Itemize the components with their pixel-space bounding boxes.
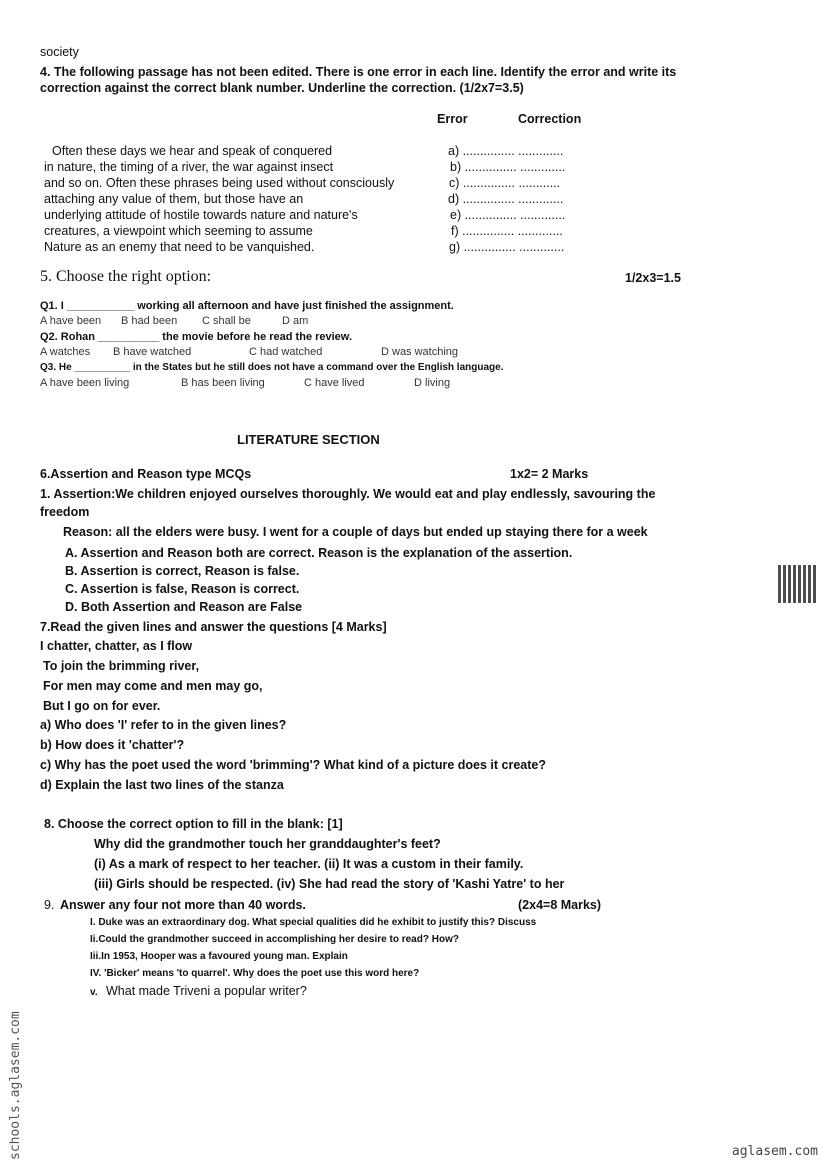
section-heading: LITERATURE SECTION [237,432,380,447]
q9-title: Answer any four not more than 40 words. [60,898,306,912]
q6-title: 6.Assertion and Reason type MCQs [40,467,252,481]
q9-number: 9. [44,898,55,912]
assertion: 1. Assertion:We children enjoyed ourselves thoroughly. We would eat and play endlessly, savouring the [40,487,656,501]
footer-watermark: aglasem.com [731,1144,818,1159]
q4-title: 4. The following passage has not been edited. There is one error in each line. Identify the error and write its [40,65,677,79]
mcq-option: C. Assertion is false, Reason is correct. [65,582,300,596]
qr-code-icon [778,565,816,603]
passage-line: and so on. Often these phrases being used without consciously [44,176,395,190]
answer-blank: d) ............... ............. [448,192,564,206]
option: B had been [121,315,178,327]
sub-question: b) How does it 'chatter'? [40,738,185,752]
q7-title: 7.Read the given lines and answer the questions [4 Marks] [40,620,387,634]
poem-line: But I go on for ever. [43,699,161,713]
side-watermark: schools.aglasem.com [8,1011,23,1160]
answer-item: IV. 'Bicker' means 'to quarrel'. Why does the poet use this word here? [90,968,420,979]
reason: Reason: all the elders were busy. I went for a couple of days but ended up staying there for a week [63,525,648,539]
passage-line: Nature as an enemy that need to be vanquished. [44,240,315,254]
option: D living [414,377,451,389]
q9-marks: (2x4=8 Marks) [518,898,602,912]
answer-item: I. Duke was an extraordinary dog. What special qualities did he exhibit to justify this? Discuss [90,917,537,928]
poem-line: I chatter, chatter, as I flow [40,639,193,653]
q4-title-2: correction against the correct blank number. Underline the correction. (1/2x7=3.5) [40,81,524,95]
assertion-cont: freedom [40,505,90,519]
option: A have been [40,315,102,327]
question-1: Q1. I ___________ working all afternoon and have just finished the assignment. [40,300,454,312]
poem-line: For men may come and men may go, [43,679,263,693]
option: B have watched [113,346,192,358]
q5-title: 5. Choose the right option: [40,268,212,285]
q6-marks: 1x2= 2 Marks [510,467,589,481]
q9-v-number: v. [90,987,98,998]
question-2: Q2. Rohan __________ the movie before he read the review. [40,331,353,343]
q9-v-text: What made Triveni a popular writer? [106,984,307,998]
q8-title: 8. Choose the correct option to fill in the blank: [1] [44,817,343,831]
answer-item: Iii.In 1953, Hooper was a favoured young man. Explain [90,951,348,962]
answer-blank: a) ............... ............. [448,144,564,158]
option: B has been living [181,377,265,389]
q8-options-2: (iii) Girls should be respected. (iv) She had read the story of 'Kashi Yatre' to her [94,877,565,891]
passage-line: attaching any value of them, but those have an [44,192,304,206]
answer-blank: f) ............... ............. [451,224,563,238]
passage-line: Often these days we hear and speak of conquered [52,144,333,158]
option: D was watching [381,346,459,358]
q8-options-1: (i) As a mark of respect to her teacher. (ii) It was a custom in their family. [94,857,524,871]
option: C had watched [249,346,323,358]
correction-header: Correction [518,112,582,126]
mcq-option: A. Assertion and Reason both are correct. Reason is the explanation of the assertion. [65,546,573,560]
answer-blank: b) ............... ............. [450,160,566,174]
answer-item: Ii.Could the grandmother succeed in accomplishing her desire to read? How? [90,934,459,945]
option: C have lived [304,377,365,389]
sub-question: d) Explain the last two lines of the stanza [40,778,284,792]
prev-text: society [40,45,79,59]
question-3: Q3. He __________ in the States but he still does not have a command over the English language. [40,362,504,373]
poem-line: To join the brimming river, [43,659,200,673]
option: D am [282,315,309,327]
answer-blank: e) ............... ............. [450,208,566,222]
passage-line: creatures, a viewpoint which seeming to assume [44,224,313,238]
error-header: Error [437,112,468,126]
option: C shall be [202,315,251,327]
passage-line: underlying attitude of hostile towards nature and nature's [44,208,358,222]
mcq-option: D. Both Assertion and Reason are False [65,600,303,614]
answer-blank: g) ............... ............. [449,240,565,254]
q8-question: Why did the grandmother touch her granddaughter's feet? [94,837,441,851]
sub-question: c) Why has the poet used the word 'brimming'? What kind of a picture does it create? [40,758,546,772]
option: A watches [40,346,91,358]
passage-line: in nature, the timing of a river, the war against insect [44,160,334,174]
option: A have been living [40,377,130,389]
sub-question: a) Who does 'I' refer to in the given lines? [40,718,287,732]
mcq-option: B. Assertion is correct, Reason is false. [65,564,300,578]
q5-marks: 1/2x3=1.5 [625,271,681,285]
answer-blank: c) ............... ............ [449,176,561,190]
